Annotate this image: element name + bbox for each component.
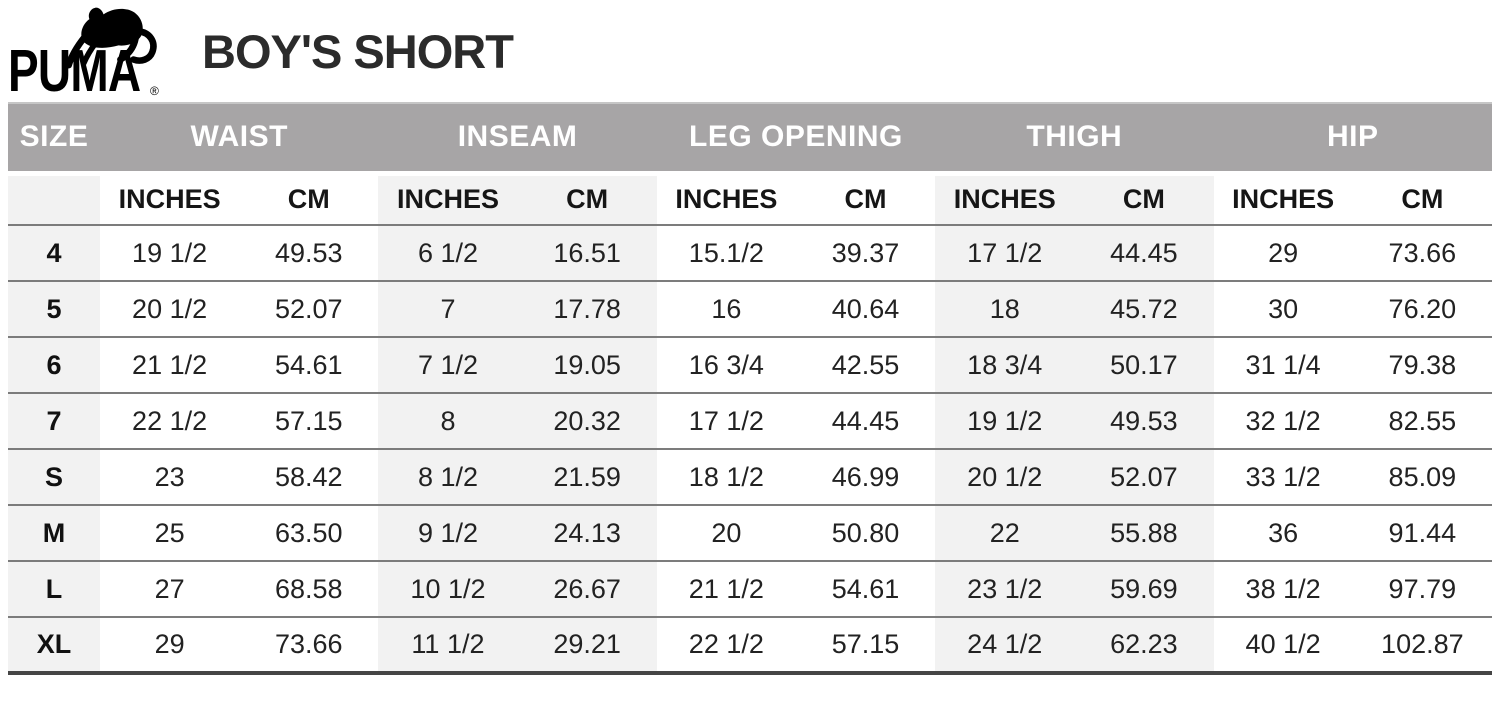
unit-blank-cell [8, 173, 100, 225]
value-cell: 63.50 [239, 505, 378, 561]
value-cell: 16.51 [518, 225, 657, 281]
unit-inches: INCHES [100, 173, 239, 225]
value-cell: 59.69 [1074, 561, 1213, 617]
header-leg-opening: LEG OPENING [657, 103, 935, 173]
unit-inches: INCHES [935, 173, 1074, 225]
size-cell: 7 [8, 393, 100, 449]
unit-inches: INCHES [1214, 173, 1353, 225]
value-cell: 54.61 [796, 561, 935, 617]
value-cell: 52.07 [239, 281, 378, 337]
value-cell: 39.37 [796, 225, 935, 281]
value-cell: 21 1/2 [100, 337, 239, 393]
value-cell: 16 3/4 [657, 337, 796, 393]
value-cell: 17 1/2 [935, 225, 1074, 281]
value-cell: 25 [100, 505, 239, 561]
header-size: SIZE [8, 103, 100, 173]
value-cell: 21.59 [518, 449, 657, 505]
table-row-size-XL [8, 617, 1492, 673]
value-cell: 22 1/2 [100, 393, 239, 449]
value-cell: 18 1/2 [657, 449, 796, 505]
value-cell: 24.13 [518, 505, 657, 561]
value-cell: 57.15 [239, 393, 378, 449]
value-cell: 24 1/2 [935, 617, 1074, 673]
registered-trademark-symbol: ® [150, 84, 159, 98]
value-cell: 79.38 [1353, 337, 1492, 393]
unit-cm: CM [1353, 173, 1492, 225]
value-cell: 19.05 [518, 337, 657, 393]
table-row-size-4 [8, 225, 1492, 281]
value-cell: 33 1/2 [1214, 449, 1353, 505]
value-cell: 17.78 [518, 281, 657, 337]
value-cell: 38 1/2 [1214, 561, 1353, 617]
value-cell: 20 1/2 [100, 281, 239, 337]
value-cell: 91.44 [1353, 505, 1492, 561]
value-cell: 58.42 [239, 449, 378, 505]
size-cell: 5 [8, 281, 100, 337]
value-cell: 57.15 [796, 617, 935, 673]
value-cell: 6 1/2 [378, 225, 517, 281]
unit-header-row [8, 173, 1492, 225]
value-cell: 44.45 [796, 393, 935, 449]
value-cell: 32 1/2 [1214, 393, 1353, 449]
value-cell: 18 3/4 [935, 337, 1074, 393]
header-thigh: THIGH [935, 103, 1213, 173]
value-cell: 8 [378, 393, 517, 449]
value-cell: 8 1/2 [378, 449, 517, 505]
table-row-size-M [8, 505, 1492, 561]
unit-cm: CM [518, 173, 657, 225]
value-cell: 23 [100, 449, 239, 505]
value-cell: 20 1/2 [935, 449, 1074, 505]
value-cell: 22 1/2 [657, 617, 796, 673]
puma-wordmark: PUMA [8, 38, 141, 98]
value-cell: 49.53 [1074, 393, 1213, 449]
value-cell: 45.72 [1074, 281, 1213, 337]
value-cell: 31 1/4 [1214, 337, 1353, 393]
size-cell: 6 [8, 337, 100, 393]
value-cell: 9 1/2 [378, 505, 517, 561]
value-cell: 23 1/2 [935, 561, 1074, 617]
value-cell: 68.58 [239, 561, 378, 617]
value-cell: 50.17 [1074, 337, 1213, 393]
unit-cm: CM [1074, 173, 1213, 225]
value-cell: 102.87 [1353, 617, 1492, 673]
value-cell: 21 1/2 [657, 561, 796, 617]
value-cell: 46.99 [796, 449, 935, 505]
size-cell: L [8, 561, 100, 617]
size-cell: 4 [8, 225, 100, 281]
puma-logo [8, 4, 160, 98]
value-cell: 7 [378, 281, 517, 337]
header-hip: HIP [1214, 103, 1493, 173]
value-cell: 55.88 [1074, 505, 1213, 561]
table-row-size-6 [8, 337, 1492, 393]
measurement-header-row [8, 103, 1492, 173]
unit-cm: CM [796, 173, 935, 225]
size-cell: M [8, 505, 100, 561]
value-cell: 15.1/2 [657, 225, 796, 281]
value-cell: 30 [1214, 281, 1353, 337]
value-cell: 20.32 [518, 393, 657, 449]
size-cell: S [8, 449, 100, 505]
page-title: BOY'S SHORT [202, 24, 513, 78]
value-cell: 97.79 [1353, 561, 1492, 617]
value-cell: 42.55 [796, 337, 935, 393]
unit-cm: CM [239, 173, 378, 225]
value-cell: 54.61 [239, 337, 378, 393]
table-row-size-L [8, 561, 1492, 617]
value-cell: 36 [1214, 505, 1353, 561]
value-cell: 20 [657, 505, 796, 561]
unit-inches: INCHES [378, 173, 517, 225]
value-cell: 52.07 [1074, 449, 1213, 505]
value-cell: 16 [657, 281, 796, 337]
value-cell: 29 [100, 617, 239, 673]
value-cell: 7 1/2 [378, 337, 517, 393]
value-cell: 27 [100, 561, 239, 617]
value-cell: 62.23 [1074, 617, 1213, 673]
header-inseam: INSEAM [378, 103, 656, 173]
value-cell: 73.66 [239, 617, 378, 673]
value-cell: 19 1/2 [935, 393, 1074, 449]
value-cell: 22 [935, 505, 1074, 561]
value-cell: 73.66 [1353, 225, 1492, 281]
value-cell: 17 1/2 [657, 393, 796, 449]
value-cell: 29 [1214, 225, 1353, 281]
size-cell: XL [8, 617, 100, 673]
value-cell: 82.55 [1353, 393, 1492, 449]
value-cell: 10 1/2 [378, 561, 517, 617]
table-row-size-7 [8, 393, 1492, 449]
value-cell: 44.45 [1074, 225, 1213, 281]
value-cell: 49.53 [239, 225, 378, 281]
value-cell: 40 1/2 [1214, 617, 1353, 673]
value-cell: 76.20 [1353, 281, 1492, 337]
brand-header [0, 0, 1500, 102]
header-waist: WAIST [100, 103, 378, 173]
value-cell: 18 [935, 281, 1074, 337]
table-row-size-5 [8, 281, 1492, 337]
unit-inches: INCHES [657, 173, 796, 225]
value-cell: 26.67 [518, 561, 657, 617]
value-cell: 85.09 [1353, 449, 1492, 505]
size-chart-table [8, 102, 1492, 675]
table-row-size-S [8, 449, 1492, 505]
value-cell: 11 1/2 [378, 617, 517, 673]
value-cell: 50.80 [796, 505, 935, 561]
value-cell: 40.64 [796, 281, 935, 337]
value-cell: 29.21 [518, 617, 657, 673]
value-cell: 19 1/2 [100, 225, 239, 281]
